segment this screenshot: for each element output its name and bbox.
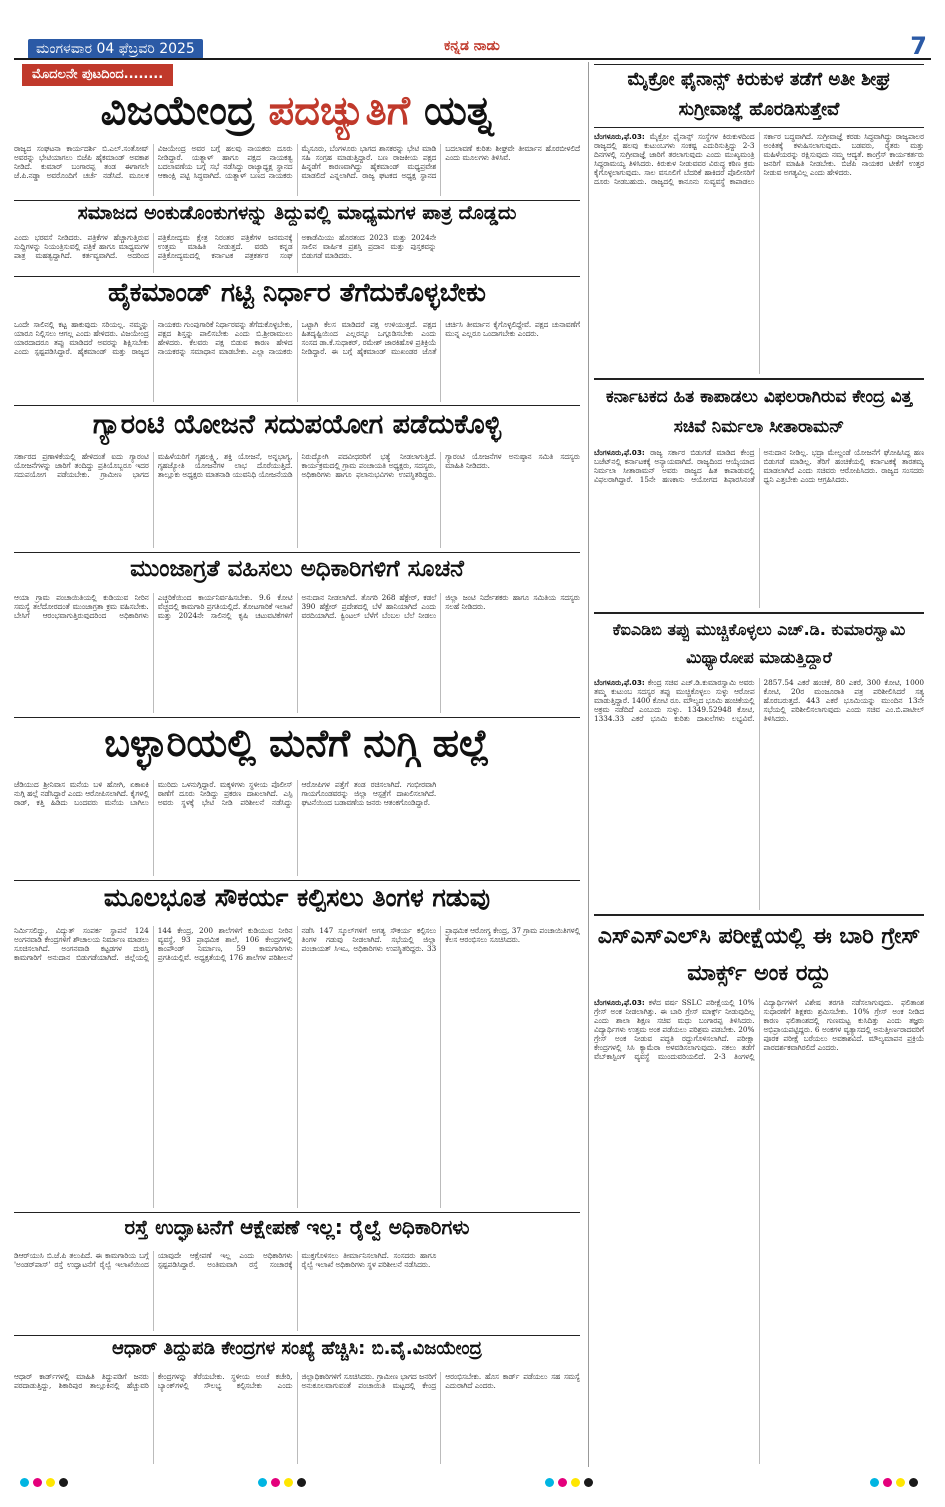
section-divider bbox=[594, 378, 924, 380]
registration-dot bbox=[870, 1478, 879, 1487]
registration-dot bbox=[909, 1478, 918, 1487]
registration-dot bbox=[271, 1478, 280, 1487]
article-body-sslc bbox=[594, 998, 924, 1464]
registration-dot bbox=[258, 1478, 267, 1487]
registration-dot bbox=[584, 1478, 593, 1487]
headline-part: ವಿಜಯೇಂದ್ರ bbox=[100, 88, 255, 134]
registration-dot bbox=[545, 1478, 554, 1487]
dateline: ಬೆಂಗಳೂರು,ಫೆ.03: bbox=[594, 448, 645, 457]
headline-vijayendra bbox=[14, 88, 580, 140]
section-divider bbox=[14, 717, 580, 718]
article-body-infrastructure: ನಿರ್ಮಿಸಲಿದ್ದು, ವಿದ್ಯುತ್ ಸಂಪರ್ಕ ಸ್ಥಾಪನೆ 124 ಅಂಗನವಾಡಿ ಕೇಂದ್ರಗಳಿಗೆ ಶೌಚಾಲಯ ನಿರ್ಮಾಣ ಮಾಡಲು ಸೂಚಿಸಲಾಗಿದೆ. ಅಂಗನವಾಡಿ ಕಟ್ಟಡಗಳ ದುರಸ್ತಿ ಕಾಮಗಾರಿಗೆ ಅನುದಾನ ಬಿಡುಗಡೆಯಾಗಿದೆ. ಜಿಲ್ಲೆಯಲ್ಲಿ 144 ಕೇಂದ್ರ, 200 ಶಾಲೆಗಳಿಗೆ ಕುಡಿಯುವ ನೀರಿನ ವ್ಯವಸ್ಥೆ, 93 ಪ್ರಾಥಮಿಕ ಶಾಲೆ, 106 ಕೇಂದ್ರಗಳಲ್ಲಿ ಕಾಂಪೌಂಡ್ ನಿರ್ಮಾಣ, 59 ಕಾಮಗಾರಿಗಳು ಪ್ರಗತಿಯಲ್ಲಿವೆ. ಅಧ್ಯಕ್ಷತೆಯಲ್ಲಿ 176 ಶಾಲೆಗಳ ಪರಿಶೀಲನೆ ನಡೆಸಿ 147 ಸ್ಕೂಲ್‌ಗಳಿಗೆ ಅಗತ್ಯ ಸೌಕರ್ಯ ಕಲ್ಪಿಸಲು ತಿಂಗಳ ಗಡುವು ನೀಡಲಾಗಿದೆ. ಸಭೆಯಲ್ಲಿ ಜಿಲ್ಲಾ ಪಂಚಾಯತ್ ಸಿಇಒ, ಅಧಿಕಾರಿಗಳು ಉಪಸ್ಥಿತರಿದ್ದರು. 33 ಪ್ರಾಥಮಿಕ ಆರೋಗ್ಯ ಕೇಂದ್ರ, 37 ಗ್ರಾಮ ಪಂಚಾಯಿತಿಗಳಲ್ಲಿ ಕೆಲಸ ಆರಂಭಿಸಲು ಸೂಚಿಸಿದರು. bbox=[14, 926, 580, 962]
article-text: ಕಳೆದ ವರ್ಷ SSLC ಪರೀಕ್ಷೆಯಲ್ಲಿ 10% ಗ್ರೇಸ್ ಅಂಕ ನೀಡಲಾಗಿತ್ತು. ಈ ಬಾರಿ ಗ್ರೇಸ್ ಮಾರ್ಕ್ಸ್ ನೀಡುವುದಿಲ್ಲ ಎಂದು ಶಾಲಾ ಶಿಕ್ಷಣ ಸಚಿವ ಮಧು ಬಂಗಾರಪ್ಪ ತಿಳಿಸಿದರು. ವಿದ್ಯಾರ್ಥಿಗಳು ಉತ್ತಮ ಅಂಕ ಪಡೆಯಲು ಪರಿಶ್ರಮ ಪಡಬೇಕು. 20% ಗ್ರೇಸ್ ಅಂಕ ನೀಡುವ ಪದ್ಧತಿ ರದ್ದುಗೊಳಿಸಲಾಗಿದೆ. ಪರೀಕ್ಷಾ ಕೇಂದ್ರಗಳಲ್ಲಿ ಸಿಸಿ ಕ್ಯಾಮೆರಾ ಅಳವಡಿಸಲಾಗುವುದು. ನಕಲು ತಡೆಗೆ ವೆಬ್‌ಕಾಸ್ಟಿಂಗ್ ವ್ಯವಸ್ಥೆ ಮುಂದುವರಿಯಲಿದೆ. 2-3 ತಿಂಗಳಲ್ಲಿ ವಿದ್ಯಾರ್ಥಿಗಳಿಗೆ ವಿಶೇಷ ತರಗತಿ ನಡೆಸಲಾಗುವುದು. ಫಲಿತಾಂಶ ಸುಧಾರಣೆಗೆ ಶಿಕ್ಷಕರು ಶ್ರಮಿಸಬೇಕು. 10% ಗ್ರೇಸ್ ಅಂಕ ನೀಡಿದ ಕಾರಣ ಫಲಿತಾಂಶದಲ್ಲಿ ಗುಣಮಟ್ಟ ಕುಸಿದಿತ್ತು ಎಂದು ತಜ್ಞರು ಅಭಿಪ್ರಾಯಪಟ್ಟಿದ್ದರು. 6 ಅಂಕಗಳ ವ್ಯತ್ಯಾಸದಲ್ಲಿ ಅನುತ್ತೀರ್ಣರಾದವರಿಗೆ ಪೂರಕ ಪರೀಕ್ಷೆ ಬರೆಯಲು ಅವಕಾಶವಿದೆ. ಮೌಲ್ಯಮಾಪನ ಪ್ರಕ್ರಿಯೆ ಪಾರದರ್ಶಕವಾಗಿರಲಿದೆ ಎಂದರು. bbox=[594, 998, 924, 1061]
headline-part: ಯತ್ನ bbox=[423, 88, 494, 134]
article-body-kiadb bbox=[594, 678, 924, 910]
article-body-aadhaar: ಆಧಾರ್ ಕಾರ್ಡ್‌ಗಳಲ್ಲಿ ಮಾಹಿತಿ ತಿದ್ದುಪಡಿಗೆ ಜನರು ಪರದಾಡುತ್ತಿದ್ದು, ಶಿಕಾರಿಪುರ ತಾಲ್ಲೂಕಿನಲ್ಲಿ ಹೆಚ್ಚುವರಿ ಕೇಂದ್ರಗಳನ್ನು ತೆರೆಯಬೇಕು. ಸ್ಥಳೀಯ ಅಂಚೆ ಕಚೇರಿ, ಬ್ಯಾಂಕ್‌ಗಳಲ್ಲಿ ಸೌಲಭ್ಯ ಕಲ್ಪಿಸಬೇಕು ಎಂದು ಜಿಲ್ಲಾಧಿಕಾರಿಗಳಿಗೆ ಸೂಚಿಸಿದರು. ಗ್ರಾಮೀಣ ಭಾಗದ ಜನರಿಗೆ ಅನುಕೂಲವಾಗುವಂತೆ ಪಂಚಾಯಿತಿ ಮಟ್ಟದಲ್ಲಿ ಕೇಂದ್ರ ಆರಂಭಿಸಬೇಕು. ಹೊಸ ಕಾರ್ಡ್ ಪಡೆಯಲು ಸಹ ಸಮಸ್ಯೆ ಎದುರಾಗಿದೆ ಎಂದರು. bbox=[14, 1372, 580, 1390]
registration-dot bbox=[558, 1478, 567, 1487]
section-divider bbox=[14, 200, 580, 201]
headline-guarantee: ಗ್ಯಾರಂಟಿ ಯೋಜನೆ ಸದುಪಯೋಗ ಪಡೆದುಕೊಳ್ಳಿ bbox=[92, 409, 502, 440]
column-divider bbox=[588, 62, 589, 1467]
section-divider bbox=[14, 405, 580, 406]
article-body-ballari: ಜೆಡಿಯುದ ಶ್ರೀನಿವಾಸ ಮನೆಯ ಬಳಿ ಹೋಗಿ, ಏಕಾಏಕಿ ನುಗ್ಗಿ ಹಲ್ಲೆ ನಡೆಸಿದ್ದಾರೆ ಎಂದು ಆರೋಪಿಸಲಾಗಿದೆ. ಕೈಗಳಲ್ಲಿ ರಾಡ್, ಕತ್ತಿ ಹಿಡಿದು ಬಂದವರು ಮನೆಯ ಬಾಗಿಲು ಮುರಿದು ಒಳನುಗ್ಗಿದ್ದಾರೆ. ಮಕ್ಕಳಿಗಳು ಸ್ಥಳೀಯ ಪೊಲೀಸ್ ಠಾಣೆಗೆ ದೂರು ನೀಡಿದ್ದು ಪ್ರಕರಣ ದಾಖಲಾಗಿದೆ. ಎಸ್ಪಿ ಅವರು ಸ್ಥಳಕ್ಕೆ ಭೇಟಿ ನೀಡಿ ಪರಿಶೀಲನೆ ನಡೆಸಿದ್ದು ಆರೋಪಿಗಳ ಪತ್ತೆಗೆ ತಂಡ ರಚಿಸಲಾಗಿದೆ. ಗಂಭೀರವಾಗಿ ಗಾಯಗೊಂಡವರನ್ನು ಜಿಲ್ಲಾ ಆಸ್ಪತ್ರೆಗೆ ದಾಖಲಿಸಲಾಗಿದೆ. ಘಟನೆಯಿಂದ ಬಡಾವಣೆಯ ಜನರು ಆತಂಕಗೊಂಡಿದ್ದಾರೆ. bbox=[14, 780, 437, 807]
headline-nirmala: ಕರ್ನಾಟಕದ ಹಿತ ಕಾಪಾಡಲು ವಿಫಲರಾಗಿರುವ ಕೇಂದ್ರ ವಿತ್ತ ಸಚಿವೆ ನಿರ್ಮಲಾ ಸೀತಾರಾಮನ್ bbox=[605, 387, 913, 437]
article-body-guarantee: ಸರ್ಕಾರದ ಪ್ರಣಾಳಿಕೆಯಲ್ಲಿ ಹೇಳಿದಂತೆ ಐದು ಗ್ಯಾರಂಟಿ ಯೋಜನೆಗಳನ್ನು ಜಾರಿಗೆ ತಂದಿದ್ದು ಪ್ರತಿಯೊಬ್ಬರೂ ಇದರ ಸದುಪಯೋಗ ಪಡೆಯಬೇಕು. ಗ್ರಾಮೀಣ ಭಾಗದ ಮಹಿಳೆಯರಿಗೆ ಗೃಹಲಕ್ಷ್ಮಿ, ಶಕ್ತಿ ಯೋಜನೆ, ಅನ್ನಭಾಗ್ಯ, ಗೃಹಜ್ಯೋತಿ ಯೋಜನೆಗಳ ಲಾಭ ದೊರೆಯುತ್ತಿದೆ. ತಾಲ್ಲೂಕು ಅಧ್ಯಕ್ಷರು ಮಾತನಾಡಿ ಯುವನಿಧಿ ಯೋಜನೆಯಡಿ ನಿರುದ್ಯೋಗಿ ಪದವೀಧರರಿಗೆ ಭತ್ಯೆ ನೀಡಲಾಗುತ್ತಿದೆ. ಕಾರ್ಯಕ್ರಮದಲ್ಲಿ ಗ್ರಾಮ ಪಂಚಾಯತಿ ಅಧ್ಯಕ್ಷರು, ಸದಸ್ಯರು, ಅಧಿಕಾರಿಗಳು ಹಾಗೂ ಫಲಾನುಭವಿಗಳು ಉಪಸ್ಥಿತರಿದ್ದರು. ಗ್ಯಾರಂಟಿ ಯೋಜನೆಗಳ ಅನುಷ್ಠಾನ ಸಮಿತಿ ಸದಸ್ಯರು ಮಾಹಿತಿ ನೀಡಿದರು. bbox=[14, 452, 580, 479]
section-divider bbox=[594, 612, 924, 614]
page-number: 7 bbox=[910, 32, 927, 60]
headline-aadhaar: ಆಧಾರ್ ತಿದ್ದುಪಡಿ ಕೇಂದ್ರಗಳ ಸಂಖ್ಯೆ ಹೆಚ್ಚಿಸಿ: ಬಿ.ವೈ.ವಿಜಯೇಂದ್ರ bbox=[112, 1339, 482, 1359]
headline-microfinance: ಮೈಕ್ರೋ ಫೈನಾನ್ಸ್ ಕಿರುಕುಳ ತಡೆಗೆ ಅತೀ ಶೀಘ್ರ ಸುಗ್ರೀವಾಜ್ಞೆ ಹೊರಡಿಸುತ್ತೇವೆ bbox=[594, 64, 924, 128]
newspaper-name: ಕನ್ನಡ ನಾಡು bbox=[444, 38, 500, 54]
footer-color-bar-center bbox=[258, 1478, 318, 1490]
registration-dot bbox=[33, 1478, 42, 1487]
section-divider bbox=[594, 914, 924, 916]
headline-railway: ರಸ್ತೆ ಉದ್ಘಾಟನೆಗೆ ಆಕ್ಷೇಪಣೆ ಇಲ್ಲ: ರೈಲ್ವೆ ಅಧಿಕಾರಿಗಳು bbox=[124, 1216, 470, 1239]
article-body-precaution: ಆಯಾ ಗ್ರಾಮ ಪಂಚಾಯಿತಿಯಲ್ಲಿ ಕುಡಿಯುವ ನೀರಿನ ಸಮಸ್ಯೆ ತಲೆದೋರದಂತೆ ಮುಂಜಾಗ್ರತಾ ಕ್ರಮ ವಹಿಸಬೇಕು. ಬೇಸಿಗೆ ಆರಂಭವಾಗುತ್ತಿರುವುದರಿಂದ ಅಧಿಕಾರಿಗಳು ಎಚ್ಚರಿಕೆಯಿಂದ ಕಾರ್ಯನಿರ್ವಹಿಸಬೇಕು. 9.6 ಕೋಟಿ ವೆಚ್ಚದಲ್ಲಿ ಕಾಮಗಾರಿ ಪ್ರಗತಿಯಲ್ಲಿದೆ. ತೋಟಗಾರಿಕೆ ಇಲಾಖೆ ಮತ್ತು 2024ನೇ ಸಾಲಿನಲ್ಲಿ ಕೃಷಿ ಚಟುವಟಿಕೆಗಳಿಗೆ ಅನುದಾನ ನೀಡಲಾಗಿದೆ. ತೊಗರಿ 268 ಹೆಕ್ಟೇರ್, ಕಡಲೆ 390 ಹೆಕ್ಟೇರ್ ಪ್ರದೇಶದಲ್ಲಿ ಬೆಳೆ ಹಾನಿಯಾಗಿದೆ ಎಂದು ವರದಿಯಾಗಿದೆ. ಕ್ವಿಂಟಲ್ ಬೆಳೆಗೆ ಬೆಂಬಲ ಬೆಲೆ ನೀಡಲು ಜಿಲ್ಲಾ ಜಂಟಿ ನಿರ್ದೇಶಕರು ಹಾಗೂ ಸಮಿತಿಯ ಸದಸ್ಯರು ಸಲಹೆ ನೀಡಿದರು. bbox=[14, 593, 580, 620]
article-text: ಮೈಕ್ರೋ ಫೈನಾನ್ಸ್ ಸಂಸ್ಥೆಗಳ ಕಿರುಕುಳದಿಂದ ರಾಜ್ಯದಲ್ಲಿ ಹಲವು ಕುಟುಂಬಗಳು ಸಂಕಷ್ಟ ಎದುರಿಸುತ್ತಿದ್ದು 2-3 ದಿನಗಳಲ್ಲಿ ಸುಗ್ರೀವಾಜ್ಞೆ ಜಾರಿಗೆ ತರಲಾಗುವುದು ಎಂದು ಮುಖ್ಯಮಂತ್ರಿ ಸಿದ್ದರಾಮಯ್ಯ ತಿಳಿಸಿದರು. ಕಿರುಕುಳ ನೀಡುವವರ ವಿರುದ್ಧ ಕಠಿಣ ಕ್ರಮ ಕೈಗೊಳ್ಳಲಾಗುವುದು. ಸಾಲ ವಸೂಲಿಗೆ ಬೆದರಿಕೆ ಹಾಕಿದರೆ ಪೊಲೀಸರಿಗೆ ದೂರು ನೀಡಬಹುದು. ರಾಜ್ಯದಲ್ಲಿ ಕಾನೂನು ಸುವ್ಯವಸ್ಥೆ ಕಾಪಾಡಲು ಸರ್ಕಾರ ಬದ್ಧವಾಗಿದೆ. ಸುಗ್ರೀವಾಜ್ಞೆ ಕರಡು ಸಿದ್ಧವಾಗಿದ್ದು ರಾಜ್ಯಪಾಲರ ಅಂಕಿತಕ್ಕೆ ಕಳುಹಿಸಲಾಗುವುದು. ಬಡವರು, ರೈತರು ಮತ್ತು ಮಹಿಳೆಯರನ್ನು ರಕ್ಷಿಸುವುದು ನಮ್ಮ ಆದ್ಯತೆ. ಕಾಂಗ್ರೆಸ್ ಕಾರ್ಯಕರ್ತರು ಜನರಿಗೆ ಮಾಹಿತಿ ನೀಡಬೇಕು. ಬಿಜೆಪಿ ನಾಯಕರ ಟೀಕೆಗೆ ಉತ್ತರ ನೀಡುವ ಅಗತ್ಯವಿಲ್ಲ ಎಂದು ಹೇಳಿದರು. bbox=[594, 132, 924, 186]
registration-dot bbox=[20, 1478, 29, 1487]
headline-infrastructure: ಮೂಲಭೂತ ಸೌಕರ್ಯ ಕಲ್ಪಿಸಲು ತಿಂಗಳ ಗಡುವು bbox=[103, 884, 491, 912]
section-divider bbox=[14, 1212, 580, 1213]
registration-dot bbox=[571, 1478, 580, 1487]
registration-dot bbox=[46, 1478, 55, 1487]
headline-kiadb: ಕೆಐಎಡಿಬಿ ತಪ್ಪು ಮುಚ್ಚಿಕೊಳ್ಳಲು ಎಚ್.ಡಿ. ಕುಮಾರಸ್ವಾಮಿ ಮಿಥ್ಯಾರೋಪ ಮಾಡುತ್ತಿದ್ದಾರೆ bbox=[612, 620, 906, 667]
section-divider bbox=[14, 1335, 580, 1336]
article-text: ರಾಜ್ಯ ಸರ್ಕಾರ ಬಿಡುಗಡೆ ಮಾಡಿದ ಕೇಂದ್ರ ಬಜೆಟ್‌ನಲ್ಲಿ ಕರ್ನಾಟಕಕ್ಕೆ ಅನ್ಯಾಯವಾಗಿದೆ. ರಾಜ್ಯದಿಂದ ಆಯ್ಕೆಯಾದ ನಿರ್ಮಲಾ ಸೀತಾರಾಮನ್ ಅವರು ರಾಜ್ಯದ ಹಿತ ಕಾಪಾಡುವಲ್ಲಿ ವಿಫಲರಾಗಿದ್ದಾರೆ. 15ನೇ ಹಣಕಾಸು ಆಯೋಗದ ಶಿಫಾರಸಿನಂತೆ ಅನುದಾನ ನೀಡಿಲ್ಲ. ಭದ್ರಾ ಮೇಲ್ದಂಡೆ ಯೋಜನೆಗೆ ಘೋಷಿಸಿದ್ದ ಹಣ ಬಿಡುಗಡೆ ಮಾಡಿಲ್ಲ. ತೆರಿಗೆ ಹಂಚಿಕೆಯಲ್ಲಿ ಕರ್ನಾಟಕಕ್ಕೆ ತಾರತಮ್ಯ ಮಾಡಲಾಗಿದೆ ಎಂದು ಸಚಿವರು ಆರೋಪಿಸಿದರು. ರಾಜ್ಯದ ಸಂಸದರು ಧ್ವನಿ ಎತ್ತಬೇಕು ಎಂದು ಆಗ್ರಹಿಸಿದರು. bbox=[594, 448, 924, 484]
registration-dot bbox=[883, 1478, 892, 1487]
dateline: ಬೆಂಗಳೂರು,ಫೆ.03: bbox=[594, 132, 645, 141]
registration-dot bbox=[896, 1478, 905, 1487]
article-body-railway: ಡಿಆರ್‌ಯುಸಿ ಬಿ.ಜೆ.ಪಿ ತಲುಪಿದೆ. ಈ ಕಾಮಗಾರಿಯ ಬಗ್ಗೆ 'ಅಂಡರ್‌ಪಾಸ್' ರಸ್ತೆ ಉದ್ಘಾಟನೆಗೆ ರೈಲ್ವೆ ಇಲಾಖೆಯಿಂದ ಯಾವುದೇ ಆಕ್ಷೇಪಣೆ ಇಲ್ಲ ಎಂದು ಅಧಿಕಾರಿಗಳು ಸ್ಪಷ್ಟಪಡಿಸಿದ್ದಾರೆ. ಅಂತಿಮವಾಗಿ ರಸ್ತೆ ಸಂಚಾರಕ್ಕೆ ಮುಕ್ತಗೊಳಿಸಲು ತೀರ್ಮಾನಿಸಲಾಗಿದೆ. ಸಂಸದರು ಹಾಗೂ ರೈಲ್ವೆ ಇಲಾಖೆ ಅಧಿಕಾರಿಗಳು ಸ್ಥಳ ಪರಿಶೀಲನೆ ನಡೆಸಿದರು. bbox=[14, 1251, 437, 1269]
headline-media-role: ಸಮಾಜದ ಅಂಕುಡೊಂಕುಗಳನ್ನು ತಿದ್ದುವಲ್ಲಿ ಮಾಧ್ಯಮಗಳ ಪಾತ್ರ ದೊಡ್ಡದು bbox=[77, 203, 517, 224]
footer-color-bar-left bbox=[20, 1478, 80, 1490]
footer-color-bar-far-right bbox=[870, 1478, 930, 1490]
masthead bbox=[14, 32, 931, 60]
headline-precaution: ಮುಂಜಾಗ್ರತೆ ವಹಿಸಲು ಅಧಿಕಾರಿಗಳಿಗೆ ಸೂಚನೆ bbox=[130, 556, 464, 582]
registration-dot bbox=[59, 1478, 68, 1487]
dateline: ಬೆಂಗಳೂರು,ಫೆ.03: bbox=[594, 998, 645, 1007]
article-text: ಕೇಂದ್ರ ಸಚಿವ ಎಚ್.ಡಿ.ಕುಮಾರಸ್ವಾಮಿ ಅವರು ತಮ್ಮ ಕುಟುಂಬ ಸದಸ್ಯರ ತಪ್ಪು ಮುಚ್ಚಿಕೊಳ್ಳಲು ಸುಳ್ಳು ಆರೋಪ ಮಾಡುತ್ತಿದ್ದಾರೆ. 1400 ಕೋಟಿ ರೂ. ಮೌಲ್ಯದ ಭೂಮಿ ಹಂಚಿಕೆಯಲ್ಲಿ ಅಕ್ರಮ ನಡೆದಿದೆ ಎಂಬುದು ಸುಳ್ಳು. 1349.52948 ಕೋಟಿ, 1334.33 ಎಕರೆ ಭೂಮಿ ಕುರಿತು ದಾಖಲೆಗಳು ಲಭ್ಯವಿವೆ. 2857.54 ಎಕರೆ ಹಂಚಿಕೆ, 80 ಎಕರೆ, 300 ಕೋಟಿ, 1000 ಕೋಟಿ, 20ರ ಮಂಜೂರಾತಿ ಪತ್ರ ಪರಿಶೀಲಿಸಿದರೆ ಸತ್ಯ ಹೊರಬರುತ್ತದೆ. 443 ಎಕರೆ ಭೂಮಿಯನ್ನು ಮುಂದಿನ 13ನೇ ಸಭೆಯಲ್ಲಿ ಪರಿಶೀಲಿಸಲಾಗುವುದು ಎಂದು ಸಚಿವ ಎಂ.ಬಿ.ಪಾಟೀಲ್ ತಿಳಿಸಿದರು. bbox=[594, 678, 924, 723]
article-body-highcommand: ಒಂದೇ ಸಾಲಿನಲ್ಲಿ ಕಟ್ಟ ಹಾಕುವುದು ಸರಿಯಲ್ಲ. ನಮ್ಮನ್ನು ಯಾರೂ ನಿಲ್ಲಿಸಲು ಆಗಲ್ಲ ಎಂದು ಹೇಳಿದರು. ವಿಜಯೇಂದ್ರ ಯಾರದಾದರೂ ತಪ್ಪು ಮಾಡಿದರೆ ಅವರನ್ನು ಶಿಕ್ಷಿಸಬೇಕು ಎಂದು ಸ್ಪಷ್ಟಪಡಿಸಿದ್ದಾರೆ. ಹೈಕಮಾಂಡ್ ಮತ್ತು ರಾಜ್ಯದ ನಾಯಕರು ಗುಂಪುಗಾರಿಕೆ ನಿರ್ಧಾರವನ್ನು ತೆಗೆದುಕೊಳ್ಳಬೇಕು, ಪಕ್ಷದ ಶಿಸ್ತನ್ನು ಪಾಲಿಸಬೇಕು ಎಂದು ಬಿ.ಶ್ರೀರಾಮುಲು ಹೇಳಿದರು. ಕೆಲವರು ಪಕ್ಷ ಬಿಡುವ ಕಾರಣ ಹೇಳಿದ ನಾಯಕರನ್ನು ಸಮಾಧಾನ ಮಾಡಬೇಕು. ಎಲ್ಲಾ ನಾಯಕರು ಒಟ್ಟಾಗಿ ಕೆಲಸ ಮಾಡಿದರೆ ಪಕ್ಷ ಉಳಿಯುತ್ತದೆ. ಪಕ್ಷದ ಹಿತದೃಷ್ಟಿಯಿಂದ ಎಲ್ಲರನ್ನೂ ಒಗ್ಗೂಡಿಸಬೇಕು ಎಂದು ಸಂಸದ ಡಾ.ಕೆ.ಸುಧಾಕರ್, ರಮೇಶ್ ಜಾರಕಿಹೊಳಿ ಪ್ರತಿಕ್ರಿಯೆ ನೀಡಿದ್ದಾರೆ. ಈ ಬಗ್ಗೆ ಹೈಕಮಾಂಡ್ ಮುಖಂಡರ ಜೊತೆ ಚರ್ಚಿಸಿ ತೀರ್ಮಾನ ಕೈಗೊಳ್ಳಲಿದ್ದೇವೆ. ಪಕ್ಷದ ಚುನಾವಣೆಗೆ ಮುನ್ನ ಎಲ್ಲರೂ ಒಂದಾಗಬೇಕು ಎಂದರು. bbox=[14, 320, 580, 356]
article-body-nirmala bbox=[594, 448, 924, 608]
footer-color-bar-right bbox=[545, 1478, 605, 1490]
issue-date: ಮಂಗಳವಾರ 04 ಫೆಬ್ರವರಿ 2025 bbox=[28, 39, 203, 59]
article-body-media: ಎಂದು ಭರವಸೆ ನೀಡಿದರು. ಪತ್ರಿಕೆಗಳ ಹೆಚ್ಚಾಗುತ್ತಿರುವ ಸುದ್ದಿಗಳನ್ನು ನಿಯಂತ್ರಿಸುವಲ್ಲಿ ಪತ್ರಿಕೆ ಹಾಗೂ ಮಾಧ್ಯಮಗಳ ಪಾತ್ರ ಮಹತ್ವದ್ದಾಗಿದೆ. ಕರ್ತವ್ಯವಾಗಿದೆ. ಅದರಿಂದ ಪತ್ರಿಕೋದ್ಯಮ ಕ್ಷೇತ್ರ ನಿರಂತರ ಪತ್ರಿಕೆಗಳ ಜನಮನಕ್ಕೆ ಉತ್ತಮ ಮಾಹಿತಿ ನೀಡುತ್ತದೆ. ವರದಿ ಕನ್ನಡ ಪತ್ರಿಕೋದ್ಯಮದಲ್ಲಿ ಕರ್ನಾಟಕ ಪತ್ರಕರ್ತರ ಸಂಘ ಅಕಾಡೆಮಿಯು ಹೊರತಂದ 2023 ಮತ್ತು 2024ನೇ ಸಾಲಿನ ವಾರ್ಷಿಕ ಪ್ರಶಸ್ತಿ ಪ್ರದಾನ ಮತ್ತು ಪುಸ್ತಕವನ್ನು ಬಿಡುಗಡೆ ಮಾಡಿದರು. bbox=[14, 233, 437, 260]
section-divider bbox=[14, 276, 580, 277]
article-body-microfinance bbox=[594, 132, 924, 374]
article-body-vijayendra: ರಾಜ್ಯದ ಸಂಘಟನಾ ಕಾರ್ಯದರ್ಶಿ ಬಿ.ಎಲ್.ಸಂತೋಷ್ ಅವರನ್ನು ಭೇಟಿಯಾಗಲು ಬಿಜೆಪಿ ಹೈಕಮಾಂಡ್ ಅವಕಾಶ ನೀಡಿದೆ. ಕುಮಾರ್ ಬಂಗಾರಪ್ಪ ತಂಡ ಈಗಾಗಲೇ ಜೆ.ಪಿ.ನಡ್ಡಾ ಅವರೊಂದಿಗೆ ಚರ್ಚೆ ನಡೆಸಿದೆ. ಮೂಲಕ ವಿಜಯೇಂದ್ರ ಅವರ ಬಗ್ಗೆ ಹಲವು ನಾಯಕರು ದೂರು ನೀಡಿದ್ದಾರೆ. ಯತ್ನಾಳ್ ಹಾಗೂ ಪಕ್ಷದ ನಾಯಕತ್ವ ಬದಲಾವಣೆಯ ಬಗ್ಗೆ ಸಭೆ ನಡೆಸಿದ್ದು ರಾಜ್ಯಾಧ್ಯಕ್ಷ ಸ್ಥಾನದ ಆಕಾಂಕ್ಷಿ ಪಟ್ಟಿ ಸಿದ್ಧವಾಗಿದೆ. ಯತ್ನಾಳ್ ಬಣದ ನಾಯಕರು ಮೈಸೂರು, ಬೆಂಗಳೂರು ಭಾಗದ ಶಾಸಕರನ್ನು ಭೇಟಿ ಮಾಡಿ ಸಹಿ ಸಂಗ್ರಹ ಮಾಡುತ್ತಿದ್ದಾರೆ. ಬಣ ರಾಜಕೀಯ ಪಕ್ಷದ ಹಿನ್ನಡೆಗೆ ಕಾರಣವಾಗಿದ್ದು ಹೈಕಮಾಂಡ್ ಮಧ್ಯಪ್ರವೇಶ ಮಾಡಲಿದೆ ಎನ್ನಲಾಗಿದೆ. ರಾಜ್ಯ ಘಟಕದ ಅಧ್ಯಕ್ಷ ಸ್ಥಾನದ ಬದಲಾವಣೆ ಕುರಿತು ಶೀಘ್ರವೇ ತೀರ್ಮಾನ ಹೊರಬೀಳಲಿದೆ ಎಂದು ಮೂಲಗಳು ತಿಳಿಸಿವೆ. bbox=[14, 144, 580, 180]
headline-highlight: ಪದಚ್ಯುತಿಗೆ bbox=[268, 88, 410, 134]
headline-sslc: ಎಸ್‌ಎಸ್‌ಎಲ್‌ಸಿ ಪರೀಕ್ಷೆಯಲ್ಲಿ ಈ ಬಾರಿ ಗ್ರೇಸ್ ಮಾರ್ಕ್ಸ್ ಅಂಕ ರದ್ದು bbox=[597, 924, 921, 986]
section-divider bbox=[14, 880, 580, 881]
registration-dot bbox=[284, 1478, 293, 1487]
section-divider bbox=[14, 552, 580, 553]
section-tag: ಮೊದಲನೇ ಪುಟದಿಂದ........ bbox=[22, 64, 173, 86]
headline-highcommand: ಹೈಕಮಾಂಡ್ ಗಟ್ಟಿ ನಿರ್ಧಾರ ತೆಗೆದುಕೊಳ್ಳಬೇಕು bbox=[108, 279, 486, 308]
headline-ballari-attack: ಬಳ್ಳಾರಿಯಲ್ಲಿ ಮನೆಗೆ ನುಗ್ಗಿ ಹಲ್ಲೆ bbox=[104, 722, 490, 765]
registration-dot bbox=[297, 1478, 306, 1487]
dateline: ಬೆಂಗಳೂರು,ಫೆ.03: bbox=[594, 678, 645, 687]
